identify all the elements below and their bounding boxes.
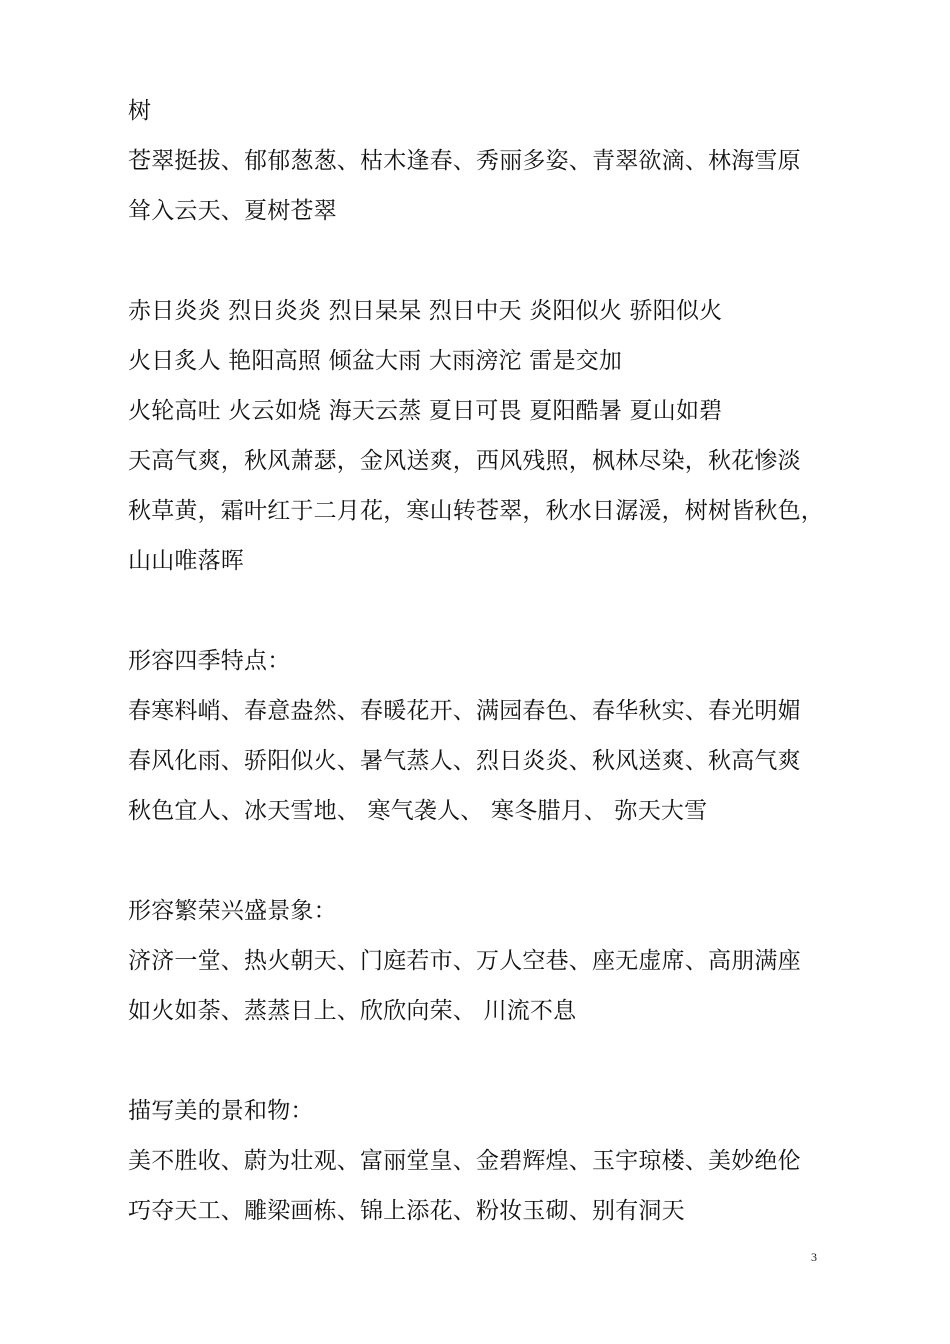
text-line: 巧夺天工、雕梁画栋、锦上添花、粉妆玉砌、别有洞天 [128, 1198, 685, 1224]
text-line: 火轮高吐 火云如烧 海天云蒸 夏日可畏 夏阳酷暑 夏山如碧 [128, 398, 723, 424]
section-heading-tree: 树 [128, 98, 152, 124]
blank-line [128, 836, 848, 886]
blank-line [128, 1036, 848, 1086]
text-line: 天高气爽，秋风萧瑟，金风送爽，西风残照，枫林尽染，秋花惨淡 [128, 448, 801, 474]
text-line: 春风化雨、骄阳似火、暑气蒸人、烈日炎炎、秋风送爽、秋高气爽 [128, 748, 801, 774]
blank-line [128, 586, 848, 636]
text-line: 济济一堂、热火朝天、门庭若市、万人空巷、座无虚席、高朋满座 [128, 948, 801, 974]
text-line: 火日炙人 艳阳高照 倾盆大雨 大雨滂沱 雷是交加 [128, 348, 623, 374]
text-line: 如火如荼、蒸蒸日上、欣欣向荣、 川流不息 [128, 998, 577, 1024]
text-line: 苍翠挺拔、郁郁葱葱、枯木逢春、秀丽多姿、青翠欲滴、林海雪原 [128, 148, 801, 174]
text-line: 赤日炎炎 烈日炎炎 烈日杲杲 烈日中天 炎阳似火 骄阳似火 [128, 298, 723, 324]
text-line: 秋色宜人、冰天雪地、 寒气袭人、 寒冬腊月、 弥天大雪 [128, 798, 708, 824]
text-line: 春寒料峭、春意盎然、春暖花开、满园春色、春华秋实、春光明媚 [128, 698, 801, 724]
text-line: 美不胜收、蔚为壮观、富丽堂皇、金碧辉煌、玉宇琼楼、美妙绝伦 [128, 1148, 801, 1174]
section-heading-prosperity: 形容繁荣兴盛景象： [128, 898, 337, 924]
section-heading-beauty: 描写美的景和物： [128, 1098, 314, 1124]
text-line: 山山唯落晖 [128, 548, 244, 574]
blank-line [128, 236, 848, 286]
document-body [128, 86, 848, 1236]
text-line: 秋草黄，霜叶红于二月花，寒山转苍翠，秋水日潺湲，树树皆秋色， [128, 498, 824, 524]
section-heading-seasons: 形容四季特点： [128, 648, 291, 674]
text-line: 耸入云天、夏树苍翠 [128, 198, 337, 224]
page-number: 3 [811, 1250, 817, 1264]
